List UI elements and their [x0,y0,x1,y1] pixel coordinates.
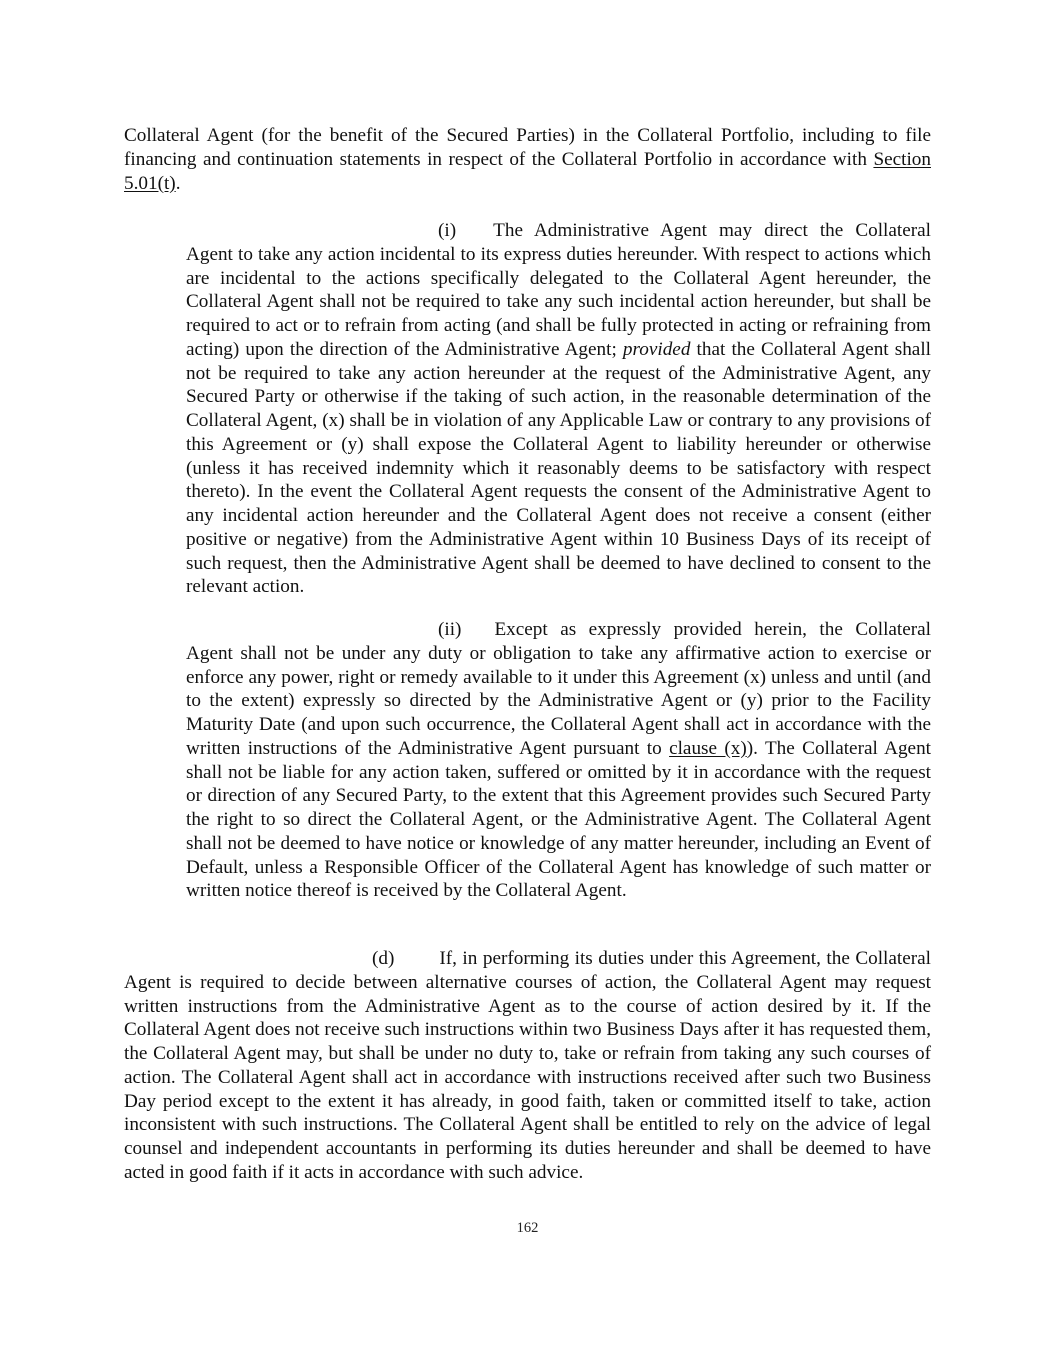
clause-x-reference: clause (x) [669,737,747,759]
clause-i-text-continued: that the Collateral Agent shall not be required to take any action hereunder at the request of the Administrative Agent, any Secured Party or otherwise if the taking of such action, in the reasonable determination of the Collateral Agent, (x) shall be in violation of any Applicable Law or contrary to any provisions of this Agreement or (y) shall expose the Collateral Agent to liability hereunder or otherwise (unless it has received indemnity which it reasonably deems to be satisfactory with respect thereto). In the event the Collateral Agent requests the consent of the Administrative Agent to any incidental action hereunder and the Collateral Agent does not receive a consent (either positive or negative) from the Administrative Agent within 10 Business Days of its receipt of such request, then the Administrative Agent shall be deemed to have declined to consent to the relevant action. [186,338,931,598]
intro-paragraph [124,124,931,195]
intro-text: Collateral Agent (for the benefit of the Secured Parties) in the Collateral Portfolio, including to file financing and continuation statements in respect of the Collateral Portfolio in accordance with [124,125,931,170]
clause-i-marker: (i) [438,220,457,241]
clause-d-marker: (d) [372,948,395,969]
page-number: 162 [516,1220,539,1236]
clause-ii-marker: (ii) [438,619,462,640]
intro-text-end: . [175,172,181,194]
clause-ii-paragraph [186,618,931,903]
clause-i-text: The Administrative Agent may direct the Collateral Agent to take any action incidental to its express duties hereunder. With respect to actions which are incidental to the actions specifically delegated to the Collateral Agent hereunder, the Collateral Agent shall not be required to take any such incidental action hereunder, but shall be required to act or to refrain from acting (and shall be fully protected in acting or refraining from acting) upon the direction of the Administrative Agent; [186,220,931,360]
clause-ii-text: Except as expressly provided herein, the Collateral Agent shall not be under any duty or obligation to take any affirmative action to exercise or enforce any power, right or remedy available to it under this Agreement (x) unless and until (and to the extent) expressly so directed by the Administrative Agent or (y) prior to the Facility Maturity Date (and upon such occurrence, the Collateral Agent shall act in accordance with the written instructions of the Administrative Agent pursuant to [186,619,931,759]
clause-i-paragraph [186,219,931,599]
section-5-01-t-reference: Section 5.01(t) [124,148,931,194]
clause-d-paragraph [124,947,931,1185]
provided-emphasis: provided [622,338,691,360]
clause-ii-text-continued: ). The Collateral Agent shall not be liable for any action taken, suffered or omitted by it in accordance with the request or direction of any Secured Party, to the extent that this Agreement provides such Secured Party the right to so direct the Collateral Agent, or the Administrative Agent. The Collateral Agent shall not be deemed to have notice or knowledge of any matter hereunder, including an Event of Default, unless a Responsible Officer of the Collateral Agent has knowledge of such matter or written notice thereof is received by the Collateral Agent. [186,737,931,902]
clause-d-text: If, in performing its duties under this Agreement, the Collateral Agent is required to decide between alternative courses of action, the Collateral Agent may request written instructions from the Administrative Agent as to the course of action desired by it. If the Collateral Agent does not receive such instructions within two Business Days after it has requested them, the Collateral Agent may, but shall be under no duty to, take or refrain from taking any such courses of action. The Collateral Agent shall act in accordance with instructions received after such two Business Day period except to the extent it has already, in good faith, taken or committed itself to take, action inconsistent with such instructions. The Collateral Agent shall be entitled to rely on the advice of legal counsel and independent accountants in performing its duties hereunder and shall be deemed to have acted in good faith if it acts in accordance with such advice. [124,948,931,1183]
